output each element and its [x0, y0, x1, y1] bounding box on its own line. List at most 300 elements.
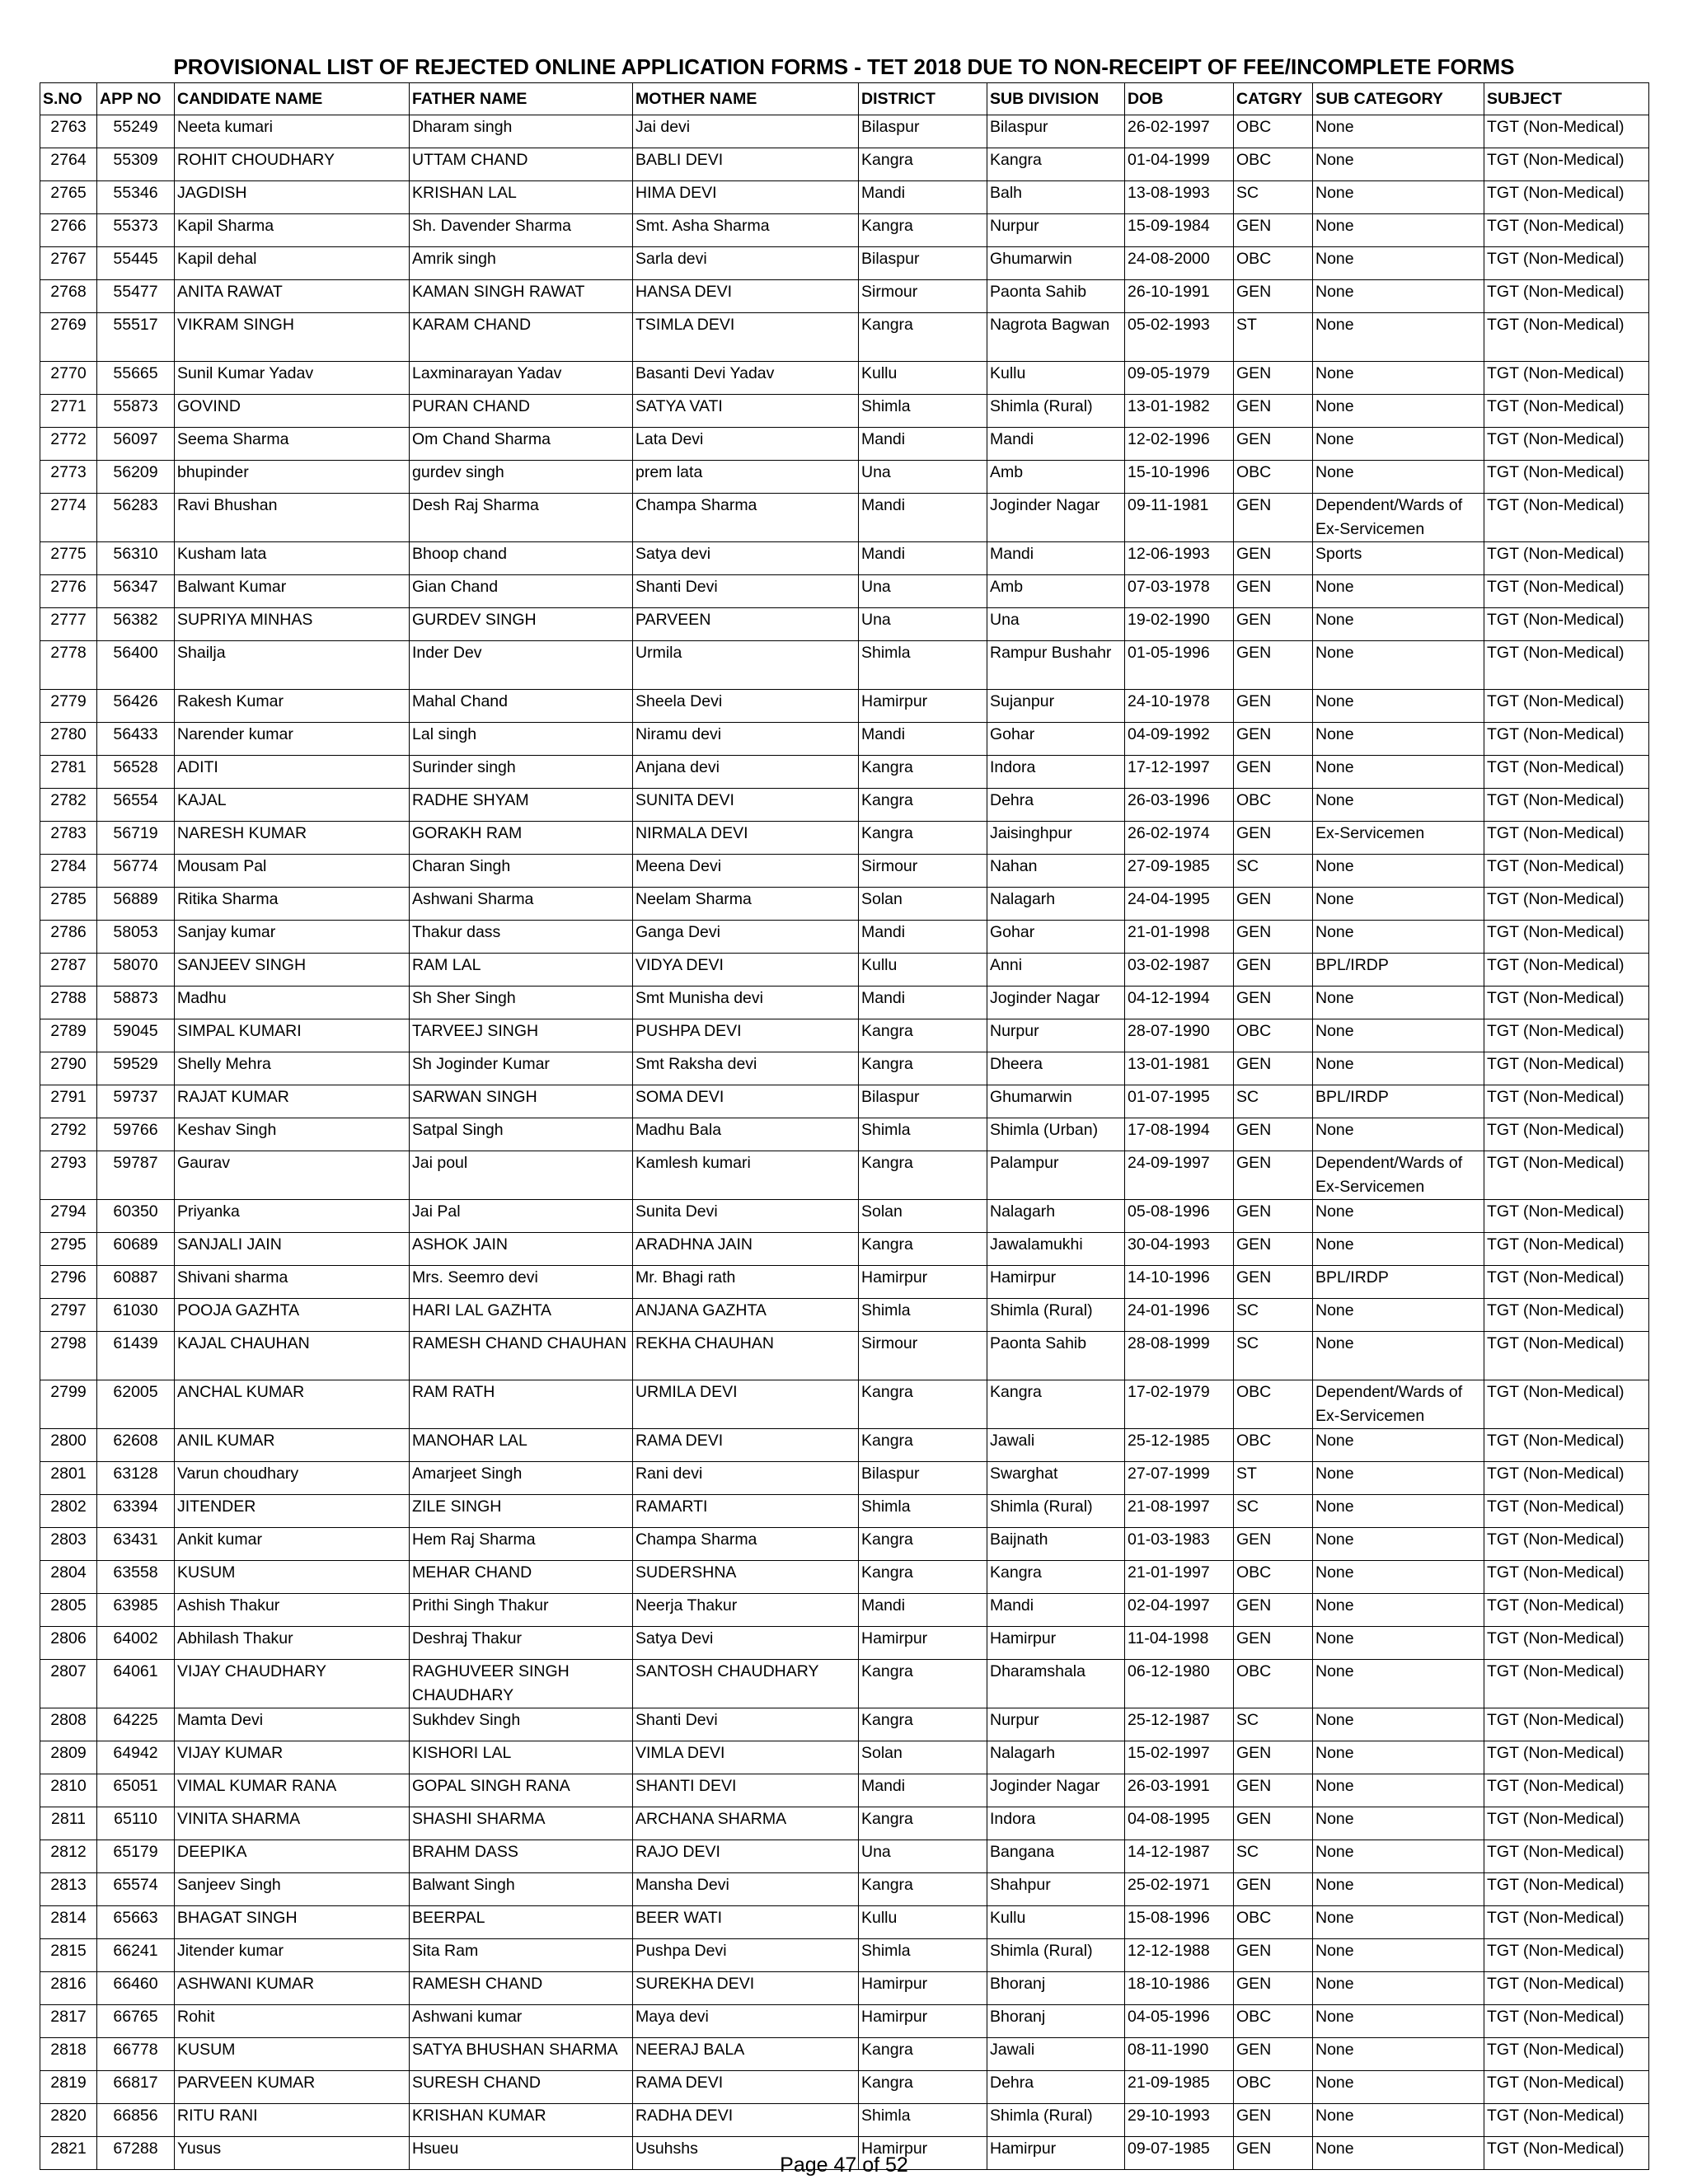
- cell-sub-division: Bangana: [987, 1840, 1125, 1873]
- table-row: [40, 1085, 1649, 1118]
- cell-sub-category: None: [1313, 575, 1484, 608]
- cell-father-name: Deshraj Thakur: [410, 1627, 633, 1660]
- cell-candidate-name: KUSUM: [175, 1561, 410, 1594]
- cell-category: GEN: [1234, 954, 1313, 987]
- cell-dob: 05-08-1996: [1125, 1200, 1234, 1233]
- table-row: [40, 1528, 1649, 1561]
- cell-sno: 2784: [40, 855, 97, 888]
- table-row: [40, 1627, 1649, 1660]
- col-header-candidate-name: CANDIDATE NAME: [175, 83, 410, 115]
- table-row: [40, 148, 1649, 181]
- table-row: [40, 987, 1649, 1019]
- cell-app-no: 61030: [97, 1299, 175, 1332]
- cell-sub-division: Dheera: [987, 1052, 1125, 1085]
- cell-candidate-name: KUSUM: [175, 2038, 410, 2071]
- col-header-district: DISTRICT: [859, 83, 987, 115]
- cell-category: GEN: [1234, 542, 1313, 575]
- cell-mother-name: Jai devi: [633, 115, 859, 148]
- cell-subject: TGT (Non-Medical): [1484, 1561, 1649, 1594]
- cell-app-no: 62608: [97, 1429, 175, 1462]
- cell-dob: 15-09-1984: [1125, 214, 1234, 247]
- cell-category: GEN: [1234, 428, 1313, 461]
- cell-app-no: 66460: [97, 1972, 175, 2005]
- cell-category: OBC: [1234, 1429, 1313, 1462]
- cell-sub-division: Jaisinghpur: [987, 822, 1125, 855]
- cell-candidate-name: Ankit kumar: [175, 1528, 410, 1561]
- cell-category: GEN: [1234, 575, 1313, 608]
- cell-father-name: Prithi Singh Thakur: [410, 1594, 633, 1627]
- table-row: [40, 1429, 1649, 1462]
- cell-candidate-name: ANCHAL KUMAR: [175, 1380, 410, 1429]
- cell-sub-category: None: [1313, 723, 1484, 756]
- cell-district: Bilaspur: [859, 247, 987, 280]
- cell-dob: 09-05-1979: [1125, 362, 1234, 395]
- cell-sub-category: None: [1313, 1462, 1484, 1495]
- cell-sno: 2797: [40, 1299, 97, 1332]
- cell-district: Bilaspur: [859, 1085, 987, 1118]
- table-header-row: [40, 83, 1649, 115]
- cell-sub-category: None: [1313, 789, 1484, 822]
- cell-father-name: Laxminarayan Yadav: [410, 362, 633, 395]
- cell-sub-category: None: [1313, 181, 1484, 214]
- cell-father-name: Ashwani kumar: [410, 2005, 633, 2038]
- cell-father-name: Sita Ram: [410, 1939, 633, 1972]
- cell-category: GEN: [1234, 1233, 1313, 1266]
- cell-mother-name: Kamlesh kumari: [633, 1151, 859, 1200]
- cell-sub-division: Bhoranj: [987, 1972, 1125, 2005]
- cell-mother-name: HANSA DEVI: [633, 280, 859, 313]
- cell-subject: TGT (Non-Medical): [1484, 181, 1649, 214]
- cell-subject: TGT (Non-Medical): [1484, 888, 1649, 921]
- cell-sub-category: None: [1313, 855, 1484, 888]
- cell-sub-division: Sujanpur: [987, 690, 1125, 723]
- cell-app-no: 58873: [97, 987, 175, 1019]
- cell-sub-division: Hamirpur: [987, 1627, 1125, 1660]
- cell-sub-category: None: [1313, 1708, 1484, 1741]
- cell-father-name: gurdev singh: [410, 461, 633, 494]
- cell-subject: TGT (Non-Medical): [1484, 1708, 1649, 1741]
- cell-mother-name: Champa Sharma: [633, 494, 859, 542]
- col-header-mother-name: MOTHER NAME: [633, 83, 859, 115]
- cell-father-name: SURESH CHAND: [410, 2071, 633, 2104]
- cell-app-no: 60350: [97, 1200, 175, 1233]
- cell-dob: 13-08-1993: [1125, 181, 1234, 214]
- cell-dob: 21-01-1997: [1125, 1561, 1234, 1594]
- cell-subject: TGT (Non-Medical): [1484, 1774, 1649, 1807]
- cell-father-name: Satpal Singh: [410, 1118, 633, 1151]
- cell-subject: TGT (Non-Medical): [1484, 1233, 1649, 1266]
- cell-sno: 2788: [40, 987, 97, 1019]
- cell-app-no: 61439: [97, 1332, 175, 1380]
- table-row: [40, 1380, 1649, 1429]
- cell-sno: 2807: [40, 1660, 97, 1708]
- cell-subject: TGT (Non-Medical): [1484, 1200, 1649, 1233]
- cell-sub-division: Joginder Nagar: [987, 494, 1125, 542]
- cell-app-no: 59787: [97, 1151, 175, 1200]
- cell-sub-division: Ghumarwin: [987, 1085, 1125, 1118]
- cell-app-no: 63431: [97, 1528, 175, 1561]
- cell-subject: TGT (Non-Medical): [1484, 1429, 1649, 1462]
- cell-father-name: KISHORI LAL: [410, 1741, 633, 1774]
- cell-dob: 24-01-1996: [1125, 1299, 1234, 1332]
- cell-subject: TGT (Non-Medical): [1484, 921, 1649, 954]
- cell-mother-name: SUNITA DEVI: [633, 789, 859, 822]
- cell-candidate-name: Mousam Pal: [175, 855, 410, 888]
- cell-sub-category: Dependent/Wards of Ex-Servicemen: [1313, 494, 1484, 542]
- cell-father-name: RAMESH CHAND CHAUHAN: [410, 1332, 633, 1380]
- cell-category: ST: [1234, 1462, 1313, 1495]
- cell-mother-name: Smt. Asha Sharma: [633, 214, 859, 247]
- cell-sno: 2820: [40, 2104, 97, 2137]
- cell-app-no: 56283: [97, 494, 175, 542]
- cell-subject: TGT (Non-Medical): [1484, 280, 1649, 313]
- cell-dob: 12-06-1993: [1125, 542, 1234, 575]
- cell-father-name: GOPAL SINGH RANA: [410, 1774, 633, 1807]
- cell-candidate-name: DEEPIKA: [175, 1840, 410, 1873]
- cell-sno: 2787: [40, 954, 97, 987]
- cell-sub-division: Kullu: [987, 362, 1125, 395]
- cell-district: Mandi: [859, 987, 987, 1019]
- cell-mother-name: Rani devi: [633, 1462, 859, 1495]
- cell-father-name: MEHAR CHAND: [410, 1561, 633, 1594]
- cell-sub-category: None: [1313, 987, 1484, 1019]
- cell-subject: TGT (Non-Medical): [1484, 789, 1649, 822]
- cell-father-name: Hsueu: [410, 2137, 633, 2170]
- cell-sub-division: Mandi: [987, 542, 1125, 575]
- cell-sub-division: Nurpur: [987, 1019, 1125, 1052]
- cell-father-name: BRAHM DASS: [410, 1840, 633, 1873]
- cell-father-name: Sh Joginder Kumar: [410, 1052, 633, 1085]
- cell-sno: 2789: [40, 1019, 97, 1052]
- cell-district: Kullu: [859, 362, 987, 395]
- cell-dob: 05-02-1993: [1125, 313, 1234, 362]
- table-row: [40, 214, 1649, 247]
- cell-district: Kangra: [859, 1380, 987, 1429]
- cell-subject: TGT (Non-Medical): [1484, 575, 1649, 608]
- table-row: [40, 395, 1649, 428]
- cell-sub-category: BPL/IRDP: [1313, 1085, 1484, 1118]
- cell-district: Kangra: [859, 1561, 987, 1594]
- cell-mother-name: Maya devi: [633, 2005, 859, 2038]
- cell-candidate-name: Jitender kumar: [175, 1939, 410, 1972]
- cell-candidate-name: RAJAT KUMAR: [175, 1085, 410, 1118]
- cell-candidate-name: SUPRIYA MINHAS: [175, 608, 410, 641]
- cell-sno: 2781: [40, 756, 97, 789]
- cell-father-name: UTTAM CHAND: [410, 148, 633, 181]
- cell-sno: 2795: [40, 1233, 97, 1266]
- cell-dob: 25-12-1987: [1125, 1708, 1234, 1741]
- cell-father-name: RAMESH CHAND: [410, 1972, 633, 2005]
- cell-sno: 2779: [40, 690, 97, 723]
- table-row: [40, 756, 1649, 789]
- cell-sub-division: Hamirpur: [987, 2137, 1125, 2170]
- cell-dob: 01-05-1996: [1125, 641, 1234, 690]
- cell-sub-division: Amb: [987, 461, 1125, 494]
- cell-sno: 2773: [40, 461, 97, 494]
- cell-sub-division: Nalagarh: [987, 1741, 1125, 1774]
- cell-district: Mandi: [859, 723, 987, 756]
- cell-app-no: 56528: [97, 756, 175, 789]
- cell-candidate-name: ANIL KUMAR: [175, 1429, 410, 1462]
- cell-mother-name: Sheela Devi: [633, 690, 859, 723]
- cell-sub-category: BPL/IRDP: [1313, 1266, 1484, 1299]
- cell-dob: 09-07-1985: [1125, 2137, 1234, 2170]
- cell-sub-category: None: [1313, 1741, 1484, 1774]
- cell-subject: TGT (Non-Medical): [1484, 1594, 1649, 1627]
- cell-sub-category: None: [1313, 1873, 1484, 1906]
- cell-category: SC: [1234, 1332, 1313, 1380]
- cell-district: Sirmour: [859, 855, 987, 888]
- cell-sno: 2771: [40, 395, 97, 428]
- cell-app-no: 55477: [97, 280, 175, 313]
- cell-candidate-name: SANJEEV SINGH: [175, 954, 410, 987]
- cell-father-name: Amrik singh: [410, 247, 633, 280]
- cell-sub-division: Anni: [987, 954, 1125, 987]
- cell-father-name: Desh Raj Sharma: [410, 494, 633, 542]
- cell-sub-division: Mandi: [987, 1594, 1125, 1627]
- cell-subject: TGT (Non-Medical): [1484, 641, 1649, 690]
- cell-sno: 2798: [40, 1332, 97, 1380]
- col-header-app-no: APP NO: [97, 83, 175, 115]
- cell-dob: 25-02-1971: [1125, 1873, 1234, 1906]
- cell-dob: 14-10-1996: [1125, 1266, 1234, 1299]
- cell-category: OBC: [1234, 1019, 1313, 1052]
- cell-category: OBC: [1234, 247, 1313, 280]
- cell-sub-division: Gohar: [987, 723, 1125, 756]
- cell-category: GEN: [1234, 1972, 1313, 2005]
- cell-dob: 17-02-1979: [1125, 1380, 1234, 1429]
- cell-mother-name: Meena Devi: [633, 855, 859, 888]
- cell-sub-division: Ghumarwin: [987, 247, 1125, 280]
- table-row: [40, 822, 1649, 855]
- table-row: [40, 1299, 1649, 1332]
- cell-subject: TGT (Non-Medical): [1484, 148, 1649, 181]
- cell-mother-name: Sarla devi: [633, 247, 859, 280]
- cell-category: GEN: [1234, 2104, 1313, 2137]
- table-row: [40, 1708, 1649, 1741]
- cell-dob: 28-08-1999: [1125, 1332, 1234, 1380]
- cell-subject: TGT (Non-Medical): [1484, 1332, 1649, 1380]
- cell-category: GEN: [1234, 214, 1313, 247]
- table-row: [40, 1972, 1649, 2005]
- cell-dob: 04-09-1992: [1125, 723, 1234, 756]
- cell-dob: 21-09-1985: [1125, 2071, 1234, 2104]
- cell-sub-division: Joginder Nagar: [987, 987, 1125, 1019]
- cell-sno: 2802: [40, 1495, 97, 1528]
- cell-sub-category: None: [1313, 362, 1484, 395]
- cell-father-name: ASHOK JAIN: [410, 1233, 633, 1266]
- cell-category: GEN: [1234, 987, 1313, 1019]
- col-header-dob: DOB: [1125, 83, 1234, 115]
- cell-sno: 2785: [40, 888, 97, 921]
- cell-dob: 26-03-1991: [1125, 1774, 1234, 1807]
- cell-app-no: 60887: [97, 1266, 175, 1299]
- cell-mother-name: VIMLA DEVI: [633, 1741, 859, 1774]
- cell-app-no: 56774: [97, 855, 175, 888]
- cell-subject: TGT (Non-Medical): [1484, 2071, 1649, 2104]
- cell-mother-name: RAMARTI: [633, 1495, 859, 1528]
- cell-mother-name: SHANTI DEVI: [633, 1774, 859, 1807]
- col-header-sub-division: SUB DIVISION: [987, 83, 1125, 115]
- cell-father-name: Ashwani Sharma: [410, 888, 633, 921]
- cell-app-no: 56719: [97, 822, 175, 855]
- cell-app-no: 65179: [97, 1840, 175, 1873]
- cell-district: Kangra: [859, 1233, 987, 1266]
- cell-sno: 2764: [40, 148, 97, 181]
- table-row: [40, 1151, 1649, 1200]
- cell-app-no: 65110: [97, 1807, 175, 1840]
- cell-father-name: RADHE SHYAM: [410, 789, 633, 822]
- cell-sub-category: None: [1313, 1118, 1484, 1151]
- cell-sub-division: Bilaspur: [987, 115, 1125, 148]
- cell-category: GEN: [1234, 395, 1313, 428]
- cell-sno: 2821: [40, 2137, 97, 2170]
- cell-candidate-name: VIJAY KUMAR: [175, 1741, 410, 1774]
- cell-sub-division: Dehra: [987, 2071, 1125, 2104]
- cell-father-name: SATYA BHUSHAN SHARMA: [410, 2038, 633, 2071]
- cell-candidate-name: RITU RANI: [175, 2104, 410, 2137]
- cell-dob: 01-04-1999: [1125, 148, 1234, 181]
- cell-sub-division: Palampur: [987, 1151, 1125, 1200]
- cell-category: GEN: [1234, 1266, 1313, 1299]
- cell-category: GEN: [1234, 756, 1313, 789]
- cell-district: Kangra: [859, 822, 987, 855]
- cell-dob: 30-04-1993: [1125, 1233, 1234, 1266]
- cell-subject: TGT (Non-Medical): [1484, 494, 1649, 542]
- table-row: [40, 428, 1649, 461]
- cell-candidate-name: Ritika Sharma: [175, 888, 410, 921]
- cell-subject: TGT (Non-Medical): [1484, 987, 1649, 1019]
- cell-father-name: TARVEEJ SINGH: [410, 1019, 633, 1052]
- cell-father-name: GURDEV SINGH: [410, 608, 633, 641]
- cell-candidate-name: VIJAY CHAUDHARY: [175, 1660, 410, 1708]
- cell-sub-category: None: [1313, 280, 1484, 313]
- cell-category: SC: [1234, 855, 1313, 888]
- cell-sub-division: Shimla (Rural): [987, 1939, 1125, 1972]
- cell-mother-name: PARVEEN: [633, 608, 859, 641]
- cell-dob: 01-03-1983: [1125, 1528, 1234, 1561]
- cell-subject: TGT (Non-Medical): [1484, 542, 1649, 575]
- cell-app-no: 65574: [97, 1873, 175, 1906]
- cell-father-name: ZILE SINGH: [410, 1495, 633, 1528]
- cell-dob: 04-05-1996: [1125, 2005, 1234, 2038]
- cell-district: Hamirpur: [859, 1266, 987, 1299]
- cell-dob: 04-08-1995: [1125, 1807, 1234, 1840]
- cell-category: GEN: [1234, 1151, 1313, 1200]
- cell-district: Kullu: [859, 1906, 987, 1939]
- cell-dob: 04-12-1994: [1125, 987, 1234, 1019]
- cell-dob: 24-10-1978: [1125, 690, 1234, 723]
- cell-category: OBC: [1234, 461, 1313, 494]
- cell-mother-name: RAJO DEVI: [633, 1840, 859, 1873]
- cell-candidate-name: Ashish Thakur: [175, 1594, 410, 1627]
- cell-mother-name: BEER WATI: [633, 1906, 859, 1939]
- cell-dob: 15-02-1997: [1125, 1741, 1234, 1774]
- cell-category: SC: [1234, 1495, 1313, 1528]
- cell-candidate-name: Balwant Kumar: [175, 575, 410, 608]
- cell-candidate-name: Kusham lata: [175, 542, 410, 575]
- cell-category: OBC: [1234, 2005, 1313, 2038]
- cell-sub-division: Amb: [987, 575, 1125, 608]
- cell-district: Shimla: [859, 1495, 987, 1528]
- cell-mother-name: SUREKHA DEVI: [633, 1972, 859, 2005]
- cell-mother-name: Neerja Thakur: [633, 1594, 859, 1627]
- cell-category: GEN: [1234, 1052, 1313, 1085]
- cell-subject: TGT (Non-Medical): [1484, 756, 1649, 789]
- cell-dob: 03-02-1987: [1125, 954, 1234, 987]
- table-row: [40, 181, 1649, 214]
- cell-app-no: 56382: [97, 608, 175, 641]
- cell-sno: 2770: [40, 362, 97, 395]
- cell-mother-name: ARADHNA JAIN: [633, 1233, 859, 1266]
- cell-sub-division: Nurpur: [987, 214, 1125, 247]
- cell-candidate-name: Rakesh Kumar: [175, 690, 410, 723]
- cell-app-no: 59529: [97, 1052, 175, 1085]
- cell-mother-name: Satya devi: [633, 542, 859, 575]
- cell-mother-name: URMILA DEVI: [633, 1380, 859, 1429]
- table-row: [40, 855, 1649, 888]
- cell-category: GEN: [1234, 822, 1313, 855]
- cell-category: OBC: [1234, 1660, 1313, 1708]
- cell-sub-division: Shimla (Rural): [987, 1495, 1125, 1528]
- cell-sno: 2792: [40, 1118, 97, 1151]
- cell-subject: TGT (Non-Medical): [1484, 1528, 1649, 1561]
- cell-sub-division: Nalagarh: [987, 888, 1125, 921]
- cell-app-no: 64002: [97, 1627, 175, 1660]
- cell-sno: 2809: [40, 1741, 97, 1774]
- cell-mother-name: ANJANA GAZHTA: [633, 1299, 859, 1332]
- cell-sub-category: Dependent/Wards of Ex-Servicemen: [1313, 1380, 1484, 1429]
- cell-district: Kangra: [859, 2038, 987, 2071]
- cell-category: OBC: [1234, 1380, 1313, 1429]
- cell-app-no: 59045: [97, 1019, 175, 1052]
- cell-district: Kangra: [859, 148, 987, 181]
- cell-district: Shimla: [859, 2104, 987, 2137]
- cell-sub-category: None: [1313, 1594, 1484, 1627]
- cell-dob: 01-07-1995: [1125, 1085, 1234, 1118]
- cell-subject: TGT (Non-Medical): [1484, 608, 1649, 641]
- cell-district: Kangra: [859, 1151, 987, 1200]
- cell-mother-name: Madhu Bala: [633, 1118, 859, 1151]
- cell-mother-name: Usuhshs: [633, 2137, 859, 2170]
- cell-app-no: 55665: [97, 362, 175, 395]
- cell-district: Shimla: [859, 641, 987, 690]
- cell-sno: 2804: [40, 1561, 97, 1594]
- cell-category: GEN: [1234, 1873, 1313, 1906]
- cell-district: Shimla: [859, 395, 987, 428]
- cell-sub-category: None: [1313, 1019, 1484, 1052]
- cell-sub-division: Shahpur: [987, 1873, 1125, 1906]
- cell-mother-name: Ganga Devi: [633, 921, 859, 954]
- cell-father-name: Sh Sher Singh: [410, 987, 633, 1019]
- cell-app-no: 63558: [97, 1561, 175, 1594]
- cell-mother-name: Smt Munisha devi: [633, 987, 859, 1019]
- cell-category: GEN: [1234, 921, 1313, 954]
- cell-sub-division: Jawalamukhi: [987, 1233, 1125, 1266]
- cell-subject: TGT (Non-Medical): [1484, 1085, 1649, 1118]
- cell-sub-division: Jawali: [987, 2038, 1125, 2071]
- cell-subject: TGT (Non-Medical): [1484, 1840, 1649, 1873]
- table-row: [40, 641, 1649, 690]
- cell-sub-category: None: [1313, 1660, 1484, 1708]
- table-row: [40, 542, 1649, 575]
- cell-subject: TGT (Non-Medical): [1484, 1299, 1649, 1332]
- table-row: [40, 494, 1649, 542]
- cell-candidate-name: KAJAL: [175, 789, 410, 822]
- cell-father-name: SARWAN SINGH: [410, 1085, 633, 1118]
- cell-sno: 2765: [40, 181, 97, 214]
- cell-sub-category: None: [1313, 608, 1484, 641]
